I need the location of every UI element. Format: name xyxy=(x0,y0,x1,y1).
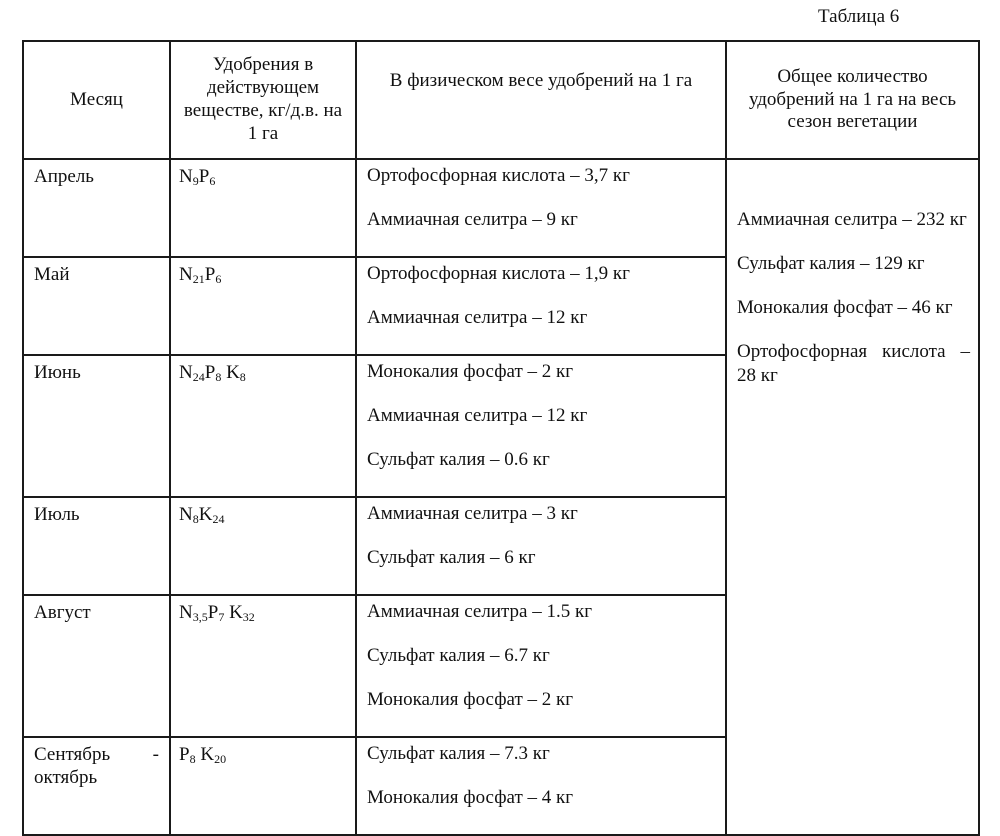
fertilizer-item: Монокалия фосфат – 4 кг xyxy=(367,787,574,808)
formula-cell xyxy=(170,257,356,355)
element-symbol: P xyxy=(207,602,219,623)
month-cell xyxy=(23,737,170,835)
season-total-item: Аммиачная селитра – 232 кг xyxy=(737,209,967,230)
season-total-cell xyxy=(726,159,979,835)
month-part: октябрь xyxy=(34,766,98,788)
physical-weight-cell xyxy=(356,737,726,835)
header-active-substance: Удобрения в действующем веществе, кг/д.в. на 1 га xyxy=(170,41,356,159)
element-subscript: 3,5 xyxy=(192,610,208,624)
fertilizer-item: Сульфат калия – 6.7 кг xyxy=(367,645,550,666)
element-symbol: N xyxy=(179,264,193,285)
element-subscript: 9 xyxy=(192,174,199,188)
element-symbol: P xyxy=(204,362,216,383)
table-row xyxy=(23,159,979,257)
element-symbol: N xyxy=(179,362,193,383)
fertilizer-item: Сульфат калия – 0.6 кг xyxy=(367,449,550,470)
element-subscript: 8 xyxy=(239,370,246,384)
element-subscript: 8 xyxy=(189,752,196,766)
element-subscript: 8 xyxy=(192,512,199,526)
fertilizer-item: Аммиачная селитра – 3 кг xyxy=(367,503,578,524)
element-symbol: N xyxy=(179,166,193,187)
header-row xyxy=(23,41,979,159)
physical-weight-cell xyxy=(356,257,726,355)
formula-cell xyxy=(170,595,356,737)
physical-weight-cell xyxy=(356,355,726,497)
element-symbol: P xyxy=(204,264,216,285)
month-line xyxy=(34,744,159,767)
element-subscript: 20 xyxy=(214,752,227,766)
element-subscript: 21 xyxy=(192,272,205,286)
header-month: Месяц xyxy=(23,41,170,159)
physical-weight-cell xyxy=(356,159,726,257)
element-symbol: K xyxy=(224,602,243,623)
element-symbol: N xyxy=(179,504,193,525)
physical-weight-cell xyxy=(356,595,726,737)
element-symbol: P xyxy=(179,744,190,765)
month-part: Сентябрь xyxy=(34,744,111,765)
element-subscript: 7 xyxy=(218,610,225,624)
fertilizer-item: Аммиачная селитра – 9 кг xyxy=(367,209,578,230)
fertilizer-item: Сульфат калия – 7.3 кг xyxy=(367,743,550,764)
month-cell: Апрель xyxy=(23,159,170,257)
element-subscript: 32 xyxy=(242,610,255,624)
fertilizer-item: Аммиачная селитра – 12 кг xyxy=(367,307,588,328)
fertilizer-item: Сульфат калия – 6 кг xyxy=(367,547,536,568)
element-symbol: P xyxy=(198,166,210,187)
formula-cell xyxy=(170,497,356,595)
element-symbol: K xyxy=(198,504,213,525)
month-cell: Июнь xyxy=(23,355,170,497)
element-subscript: 6 xyxy=(209,174,216,188)
header-physical-weight: В физическом весе удобрений на 1 га xyxy=(356,41,726,159)
fertilizer-item: Аммиачная селитра – 1.5 кг xyxy=(367,601,592,622)
fertilizer-item: Ортофосфорная кислота – 3,7 кг xyxy=(367,165,630,186)
month-cell: Май xyxy=(23,257,170,355)
element-subscript: 24 xyxy=(192,370,205,384)
element-subscript: 8 xyxy=(215,370,222,384)
element-subscript: 24 xyxy=(212,512,225,526)
header-season-total: Общее количество удобрений на 1 га на весь сезон вегетации xyxy=(726,41,979,159)
month-cell: Август xyxy=(23,595,170,737)
fertilizer-table xyxy=(22,40,980,836)
element-symbol: K xyxy=(221,362,240,383)
month-cell: Июль xyxy=(23,497,170,595)
element-symbol: N xyxy=(179,602,193,623)
season-total-item: Сульфат калия – 129 кг xyxy=(737,253,925,274)
formula-cell xyxy=(170,159,356,257)
formula-cell xyxy=(170,737,356,835)
month-part: - xyxy=(152,744,159,765)
fertilizer-item: Аммиачная селитра – 12 кг xyxy=(367,405,588,426)
season-total-item: Монокалия фосфат – 46 кг xyxy=(737,297,953,318)
fertilizer-item: Монокалия фосфат – 2 кг xyxy=(367,361,574,382)
fertilizer-item: Ортофосфорная кислота – 1,9 кг xyxy=(367,263,630,284)
fertilizer-item: Монокалия фосфат – 2 кг xyxy=(367,689,574,710)
table-body xyxy=(23,159,979,835)
table-caption: Таблица 6 xyxy=(818,6,900,27)
element-symbol: K xyxy=(195,744,215,765)
formula-cell xyxy=(170,355,356,497)
element-subscript: 6 xyxy=(215,272,222,286)
physical-weight-cell xyxy=(356,497,726,595)
season-total-item: Ортофосфорная кислота – 28 кг xyxy=(737,341,970,386)
